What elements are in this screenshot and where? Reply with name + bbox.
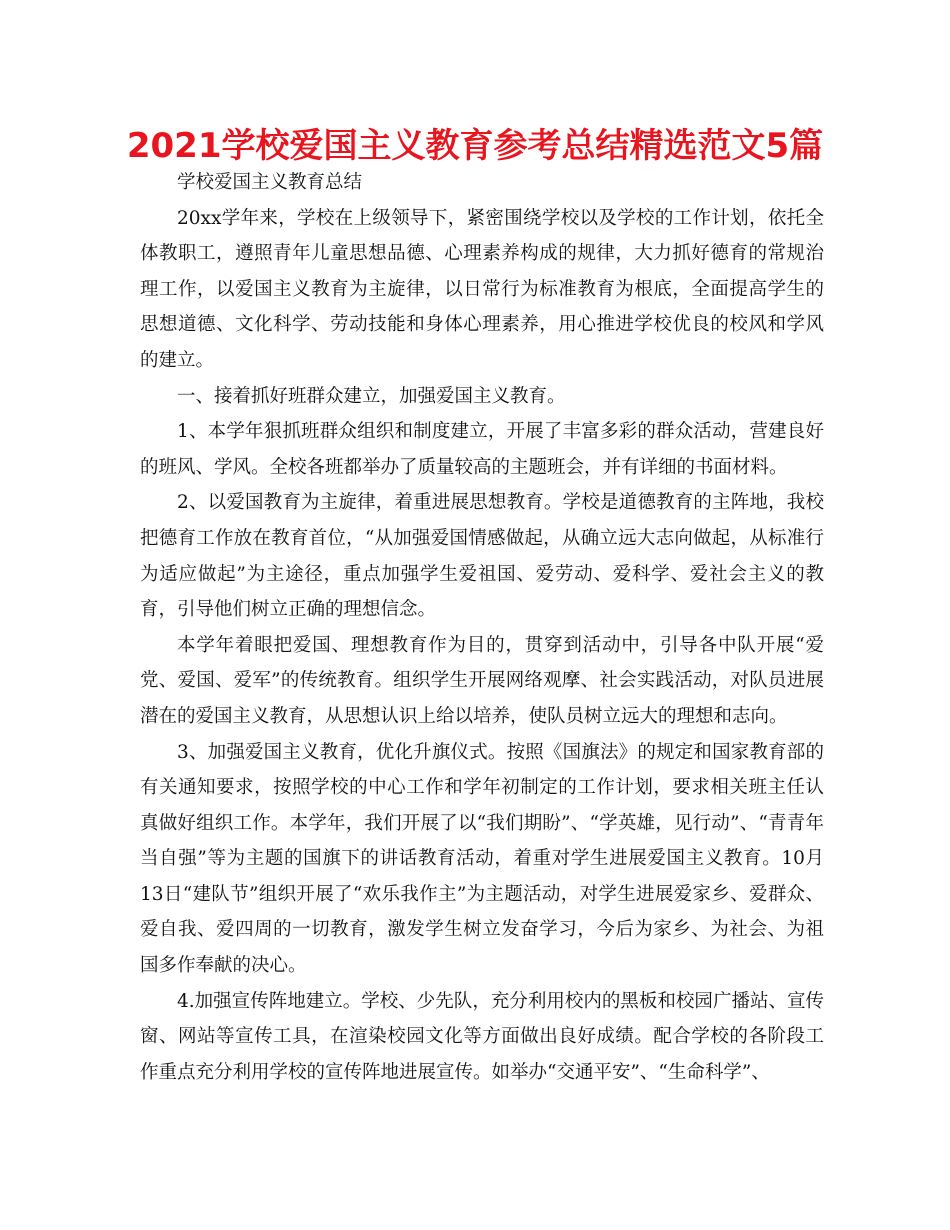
paragraph-item-1: 1、本学年狠抓班群众组织和制度建立，开展了丰富多彩的群众活动，营建良好的班风、学风。全校各班都举办了质量较高的主题班会，并有详细的书面材料。 [140,421,824,478]
section-heading: 学校爱国主义教育总结 [177,172,363,193]
part-one-heading: 一、接着抓好班群众建立，加强爱国主义教育。 [177,385,566,407]
paragraph-item-3: 3、加强爱国主义教育，优化升旗仪式。按照《国旗法》的规定和国家教育部的有关通知要求，按照学校的中心工作和学年初制定的工作计划，要求相关班主任认真做好组织工作。本学年，我们开展了以“我们期盼”、“学英雄，见行动”、“青青年当自强”等为主题的国旗下的讲话教育活动，着重对学生进展爱国主义教育。10月13日“建队节”组织开展了“欢乐我作主”为主题活动，对学生进展爱家乡、爱群众、爱自我、爱四周的一切教育，激发学生树立发奋学习，今后为家乡、为社会、为祖国多作奉献的决心。 [140,741,824,977]
document-title: 2021学校爱国主义教育参考总结精选范文5篇 [126,126,824,166]
paragraph-patriotic-education: 本学年着眼把爱国、理想教育作为目的，贯穿到活动中，引导各中队开展“爱党、爱国、爱军”的传统教育。组织学生开展网络观摩、社会实践活动，对队员进展潜在的爱国主义教育，从思想认识上给以培养，使队员树立远大的理想和志向。 [140,634,824,727]
paragraph-item-2: 2、以爱国教育为主旋律，着重进展思想教育。学校是道德教育的主阵地，我校把德育工作放在教育首位，“从加强爱国情感做起，从确立远大志向做起，从标准行为适应做起”为主途径，重点加强学生爱祖国、爱劳动、爱科学、爱社会主义的教育，引导他们树立正确的理想信念。 [140,492,824,621]
intro-paragraph: 20xx学年来，学校在上级领导下，紧密围绕学校以及学校的工作计划，依托全体教职工，遵照青年儿童思想品德、心理素养构成的规律，大力抓好德育的常规治理工作，以爱国主义教育为主旋律，以日常行为标准教育为根底，全面提高学生的思想道德、文化科学、劳动技能和身体心理素养，用心推进学校优良的校风和学风的建立。 [140,207,824,371]
paragraph-item-4: 4.加强宣传阵地建立。学校、少先队，充分利用校内的黑板和校园广播站、宣传窗、网站等宣传工具，在渲染校园文化等方面做出良好成绩。配合学校的各阶段工作重点充分利用学校的宣传阵地进展宣传。如举办“交通平安”、“生命科学”、 [140,990,824,1083]
document-body [140,165,824,1090]
